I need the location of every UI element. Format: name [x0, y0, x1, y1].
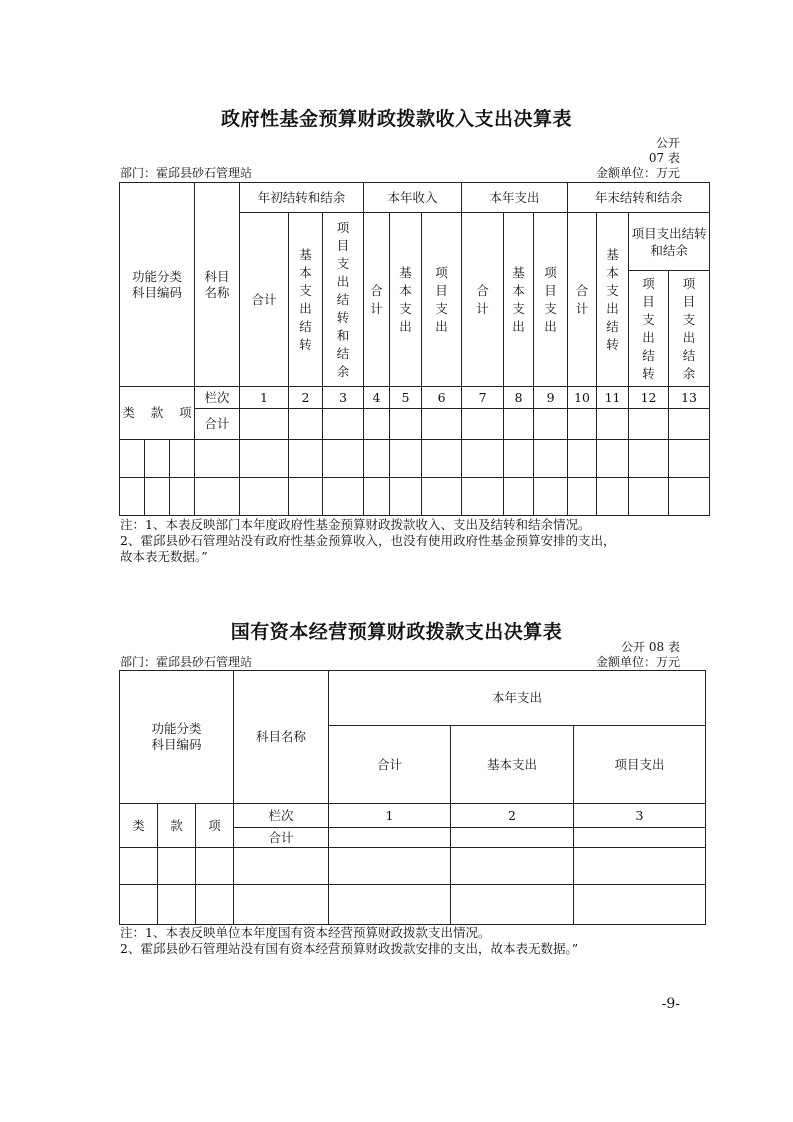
table2-colno: 2 — [451, 804, 574, 828]
table1-cell — [390, 409, 422, 440]
table2-cell — [574, 828, 706, 848]
table2-section: 款 — [158, 804, 196, 848]
table1-colno: 7 — [462, 387, 504, 409]
table2-class: 类 — [120, 804, 158, 848]
table2-title: 国有资本经营预算财政拨款支出决算表 — [230, 621, 563, 643]
table-row — [120, 478, 710, 516]
table-row — [120, 440, 710, 478]
table1-colno: 13 — [669, 387, 710, 409]
table1-cell — [504, 409, 534, 440]
table1-header-func-code: 功能分类 科目编码 — [120, 183, 195, 387]
table1-class: 类 — [122, 405, 135, 420]
table1-note2: 2、霍邱县砂石管理站没有政府性基金预算收入，也没有使用政府性基金预算安排的支出， — [120, 533, 616, 548]
table2-sub-project: 项目支出 — [574, 726, 706, 804]
table1-section: 款 — [150, 405, 164, 420]
table1-colno: 5 — [390, 387, 422, 409]
table1-cell — [462, 409, 504, 440]
table2-code: 公开 08 表 — [621, 640, 680, 654]
table1-header-name: 科目 名称 — [195, 183, 240, 387]
page-number: -9- — [661, 996, 680, 1012]
table1-unit: 金额单位：万元 — [595, 166, 680, 180]
table1-income-total: 合计 — [364, 213, 390, 387]
table2-cell — [329, 828, 451, 848]
table2 — [119, 670, 706, 925]
table1-item: 项 — [179, 405, 192, 420]
table2-item: 项 — [196, 804, 234, 848]
table1-cell — [669, 409, 710, 440]
table1-dept: 部门：霍邱县砂石管理站 — [120, 166, 253, 180]
table1-cell — [289, 409, 323, 440]
table2-header-func-code: 功能分类 科目编码 — [120, 671, 234, 804]
table1-expense-basic: 基本支出 — [504, 213, 534, 387]
table1-end-project-group: 项目支出结转和结余 — [629, 213, 710, 271]
table2-note1: 注：1、本表反映单位本年度国有资本经营预算财政拨款支出情况。 — [120, 925, 491, 940]
table1-group-expense: 本年支出 — [462, 183, 568, 213]
table-row — [120, 885, 706, 925]
table2-dept: 部门：霍邱县砂石管理站 — [120, 655, 253, 669]
table1-expense-total: 合计 — [462, 213, 504, 387]
table1-colno: 6 — [422, 387, 462, 409]
table1-colno: 9 — [534, 387, 568, 409]
table1-colno: 2 — [289, 387, 323, 409]
table1-begin-project-carry: 项目支出结转和结余 — [323, 213, 364, 387]
table1-cell — [323, 409, 364, 440]
table2-unit: 金额单位：万元 — [595, 655, 680, 669]
table2-group-expense: 本年支出 — [329, 671, 706, 726]
table1-row-colno: 栏次 — [195, 387, 240, 409]
table1-colno: 3 — [323, 387, 364, 409]
table1-income-basic: 基本支出 — [390, 213, 422, 387]
table2-cell — [451, 828, 574, 848]
table2-note2: 2、霍邱县砂石管理站没有国有资本经营预算财政拨款安排的支出，故本表无数据。” — [120, 941, 579, 956]
table1-cell — [534, 409, 568, 440]
table1-begin-total: 合计 — [240, 213, 289, 387]
table1-code-line2: 07 表 — [648, 151, 680, 165]
table1-cell — [422, 409, 462, 440]
table1-group-end: 年末结转和结余 — [568, 183, 710, 213]
table2-sub-basic: 基本支出 — [451, 726, 574, 804]
table1 — [119, 182, 710, 516]
table1-end-project-carry: 项目支出结转 — [629, 271, 669, 387]
table1-title: 政府性基金预算财政拨款收入支出决算表 — [220, 108, 572, 130]
table1-colno: 10 — [568, 387, 597, 409]
table1-cell — [240, 409, 289, 440]
table2-colno: 1 — [329, 804, 451, 828]
table1-group-income: 本年收入 — [364, 183, 462, 213]
table1-expense-project: 项目支出 — [534, 213, 568, 387]
table1-colno: 1 — [240, 387, 289, 409]
table1-group-begin: 年初结转和结余 — [240, 183, 364, 213]
table1-code-line1: 公开 — [655, 136, 680, 150]
table1-colno: 8 — [504, 387, 534, 409]
table1-row-total: 合计 — [195, 409, 240, 440]
table1-income-project: 项目支出 — [422, 213, 462, 387]
table2-row-total: 合计 — [234, 828, 329, 848]
table1-cell — [364, 409, 390, 440]
table2-sub-total: 合计 — [329, 726, 451, 804]
table-row — [120, 848, 706, 885]
table1-colno: 11 — [597, 387, 629, 409]
table2-header-name: 科目名称 — [234, 671, 329, 804]
table1-end-basic-carry: 基本支出结转 — [597, 213, 629, 387]
table1-note1: 注：1、本表反映部门本年度政府性基金预算财政拨款收入、支出及结转和结余情况。 — [120, 517, 591, 532]
table1-cell — [568, 409, 597, 440]
table1-cell — [629, 409, 669, 440]
table1-note3: 故本表无数据。” — [120, 549, 208, 564]
table1-class-section-item — [120, 387, 195, 440]
table2-row-colno: 栏次 — [234, 804, 329, 828]
table1-end-project-surplus: 项目支出结余 — [669, 271, 710, 387]
table1-colno: 4 — [364, 387, 390, 409]
table1-colno: 12 — [629, 387, 669, 409]
table2-colno: 3 — [574, 804, 706, 828]
table1-end-total: 合计 — [568, 213, 597, 387]
table1-begin-basic-carry: 基本支出结转 — [289, 213, 323, 387]
table1-cell — [597, 409, 629, 440]
